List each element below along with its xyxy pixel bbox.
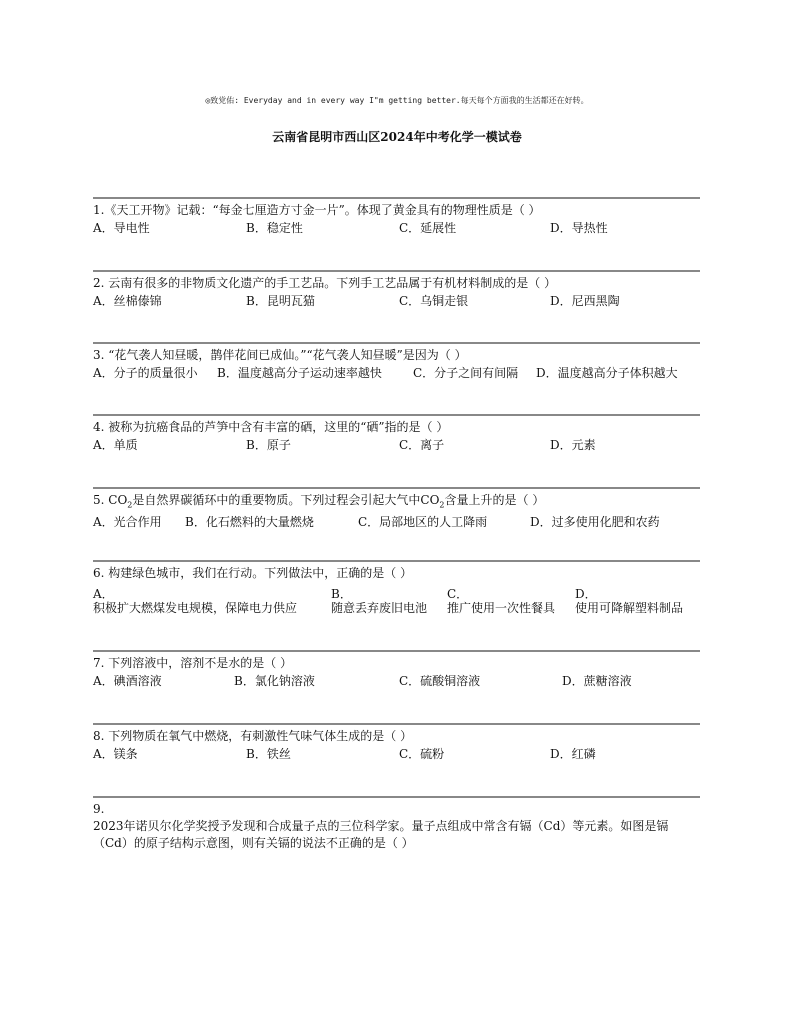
option-a-letter: A． — [93, 587, 114, 601]
question-stem: 6. 构建绿色城市，我们在行动。下列做法中，正确的是（ ） — [93, 566, 413, 580]
question-stem: 3. “花气袭人知昼暖，鹊伴花间已成仙。”“花气袭人知昼暖”是因为（ ） — [93, 348, 467, 362]
option-a: A．单质 — [93, 438, 138, 452]
option-a: A．镁条 — [93, 747, 138, 761]
option-b: B．化石燃料的大量燃烧 — [185, 515, 314, 530]
option-c: C．分子之间有间隔 — [413, 366, 519, 380]
option-c: C．乌铜走银 — [399, 294, 469, 308]
option-b-letter: B． — [331, 587, 352, 601]
option-b: B．氯化钠溶液 — [234, 674, 315, 688]
option-b: B．稳定性 — [246, 221, 303, 235]
question-stem: 2. 云南有很多的非物质文化遗产的手工艺品。下列手工艺品属于有机材料制成的是（ ） — [93, 276, 557, 290]
option-d: D．导热性 — [550, 221, 608, 235]
option-a: A．导电性 — [93, 221, 150, 235]
option-d: D．过多使用化肥和农药 — [530, 515, 660, 530]
option-c: C．硫酸铜溶液 — [399, 674, 481, 688]
option-d: D．元素 — [550, 438, 596, 452]
option-d-text: 使用可降解塑料制品 — [575, 601, 684, 615]
option-c: C．局部地区的人工降雨 — [358, 515, 488, 530]
question-1 — [93, 197, 700, 237]
question-stem: 8. 下列物质在氧气中燃烧，有刺激性气味气体生成的是（ ） — [93, 729, 413, 743]
option-a: A．分子的质量很小 — [93, 366, 198, 380]
option-c: C．延展性 — [399, 221, 457, 235]
option-b-text: 随意丢弃废旧电池 — [331, 601, 428, 615]
question-3 — [93, 342, 700, 382]
question-stem: 2023年诺贝尔化学奖授予发现和合成量子点的三位科学家。量子点组成中常含有镉（Cd）等元素。如图是镉（Cd）的原子结构示意图，则有关镉的说法不正确的是（ ） — [93, 819, 669, 850]
question-8 — [93, 723, 700, 763]
question-stem: 7. 下列溶液中，溶剂不是水的是（ ） — [93, 656, 293, 670]
option-c-letter: C． — [447, 587, 469, 601]
question-stem: 1.《天工开物》记载：“每金七厘造方寸金一片”。体现了黄金具有的物理性质是（ ） — [93, 203, 541, 217]
option-c-text: 推广使用一次性餐具 — [447, 601, 556, 615]
option-b: B．原子 — [246, 438, 291, 452]
option-b: B．温度越高分子运动速率越快 — [217, 366, 382, 380]
option-a: A．丝棉傣锦 — [93, 294, 162, 308]
question-9 — [93, 796, 700, 852]
option-a: A．碘酒溶液 — [93, 674, 162, 688]
question-stem: 5. $CO_2$是自然界碳循环中的重要物质。下列过程会引起大气中$CO_2$含量上升的是（ ） — [93, 493, 545, 510]
question-2 — [93, 270, 700, 310]
question-number: 9. — [93, 802, 105, 816]
option-b: B．昆明瓦猫 — [246, 294, 315, 308]
option-d: D．蔗糖溶液 — [562, 674, 632, 688]
option-c: C．硫粉 — [399, 747, 445, 761]
question-6 — [93, 560, 700, 617]
motto-line: ◎致党佑: Everyday and in every way I"m getting better.每天每个方面我的生活都还在好转。 — [205, 96, 589, 105]
page-title: 云南省昆明市西山区2024年中考化学一模试卷 — [272, 130, 522, 144]
question-stem: 4. 被称为抗癌食品的芦笋中含有丰富的硒，这里的“硒”指的是（ ） — [93, 420, 449, 434]
option-c: C．离子 — [399, 438, 445, 452]
option-b: B．铁丝 — [246, 747, 291, 761]
question-5 — [93, 487, 700, 531]
question-7 — [93, 650, 700, 690]
question-4 — [93, 414, 700, 454]
option-a-text: 积极扩大燃煤发电规模，保障电力供应 — [93, 601, 298, 615]
option-d: D．红磷 — [550, 747, 596, 761]
option-d: D．温度越高分子体积越大 — [536, 366, 678, 380]
option-d-letter: D． — [575, 587, 597, 601]
option-d: D．尼西黑陶 — [550, 294, 620, 308]
option-a: A．光合作用 — [93, 515, 162, 530]
